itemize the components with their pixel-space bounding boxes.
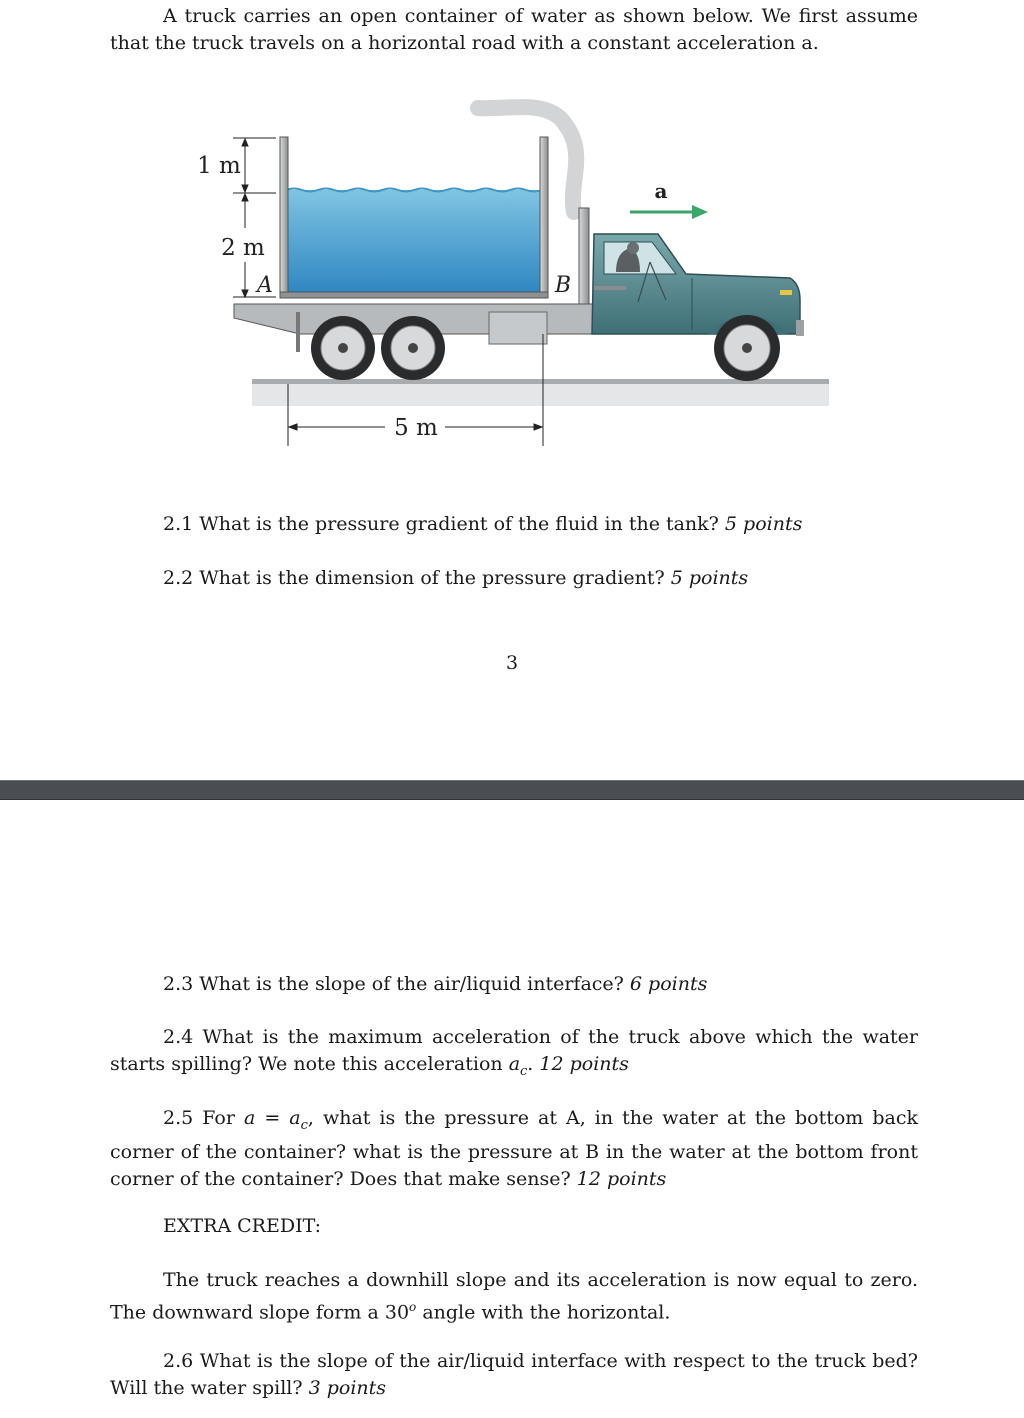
label-A: A <box>257 273 273 298</box>
question-2-6: 2.6 What is the slope of the air/liquid interface with respect to the truck bed? Will the water spill? 3 points <box>110 1350 918 1399</box>
exhaust-pipe <box>579 208 589 304</box>
acceleration-arrow <box>630 205 708 219</box>
page-divider <box>0 780 1024 800</box>
question-2-1: 2.1 What is the pressure gradient of the fluid in the tank? 5 points <box>163 513 803 535</box>
truck-cab <box>592 234 804 336</box>
tank-back-wall <box>280 137 288 297</box>
tank-water <box>286 190 542 294</box>
label-B: B <box>554 273 572 298</box>
page-4 <box>0 800 1024 1418</box>
label-a: a <box>654 179 668 203</box>
label-2m: 2 m <box>221 235 265 261</box>
label-1m: 1 m <box>197 153 241 179</box>
label-5m: 5 m <box>394 415 438 441</box>
question-2-2: 2.2 What is the dimension of the pressure gradient? 5 points <box>163 567 749 589</box>
rear-wheel-2 <box>381 316 445 380</box>
extra-credit-heading: EXTRA CREDIT: <box>163 1215 321 1237</box>
truck-figure <box>0 90 1024 460</box>
page-number: 3 <box>505 652 519 674</box>
front-wheel <box>714 315 780 381</box>
intro-paragraph: A truck carries an open container of water as shown below. We first assume that the truck travels on a horizontal road with a constant acceleration a. <box>110 5 918 54</box>
rear-wheel-1 <box>311 316 375 380</box>
question-2-3: 2.3 What is the slope of the air/liquid interface? 6 points <box>163 973 708 995</box>
downhill-paragraph: The truck reaches a downhill slope and its acceleration is now equal to zero. The downward slope form a 30$^o$ angle with the horizontal. <box>110 1269 918 1324</box>
question-2-4: 2.4 What is the maximum acceleration of the truck above which the water starts spilling? We note this acceleration $a_c$. 12 points <box>110 1026 918 1079</box>
ground <box>252 379 829 406</box>
tank-front-wall <box>540 137 548 297</box>
question-2-5: 2.5 For $a = a_c$, what is the pressure at A, in the water at the bottom back corner of the container? what is the pressure at B in the water at the bottom front corner of the container? Does that make sense? 12 points <box>110 1107 918 1190</box>
